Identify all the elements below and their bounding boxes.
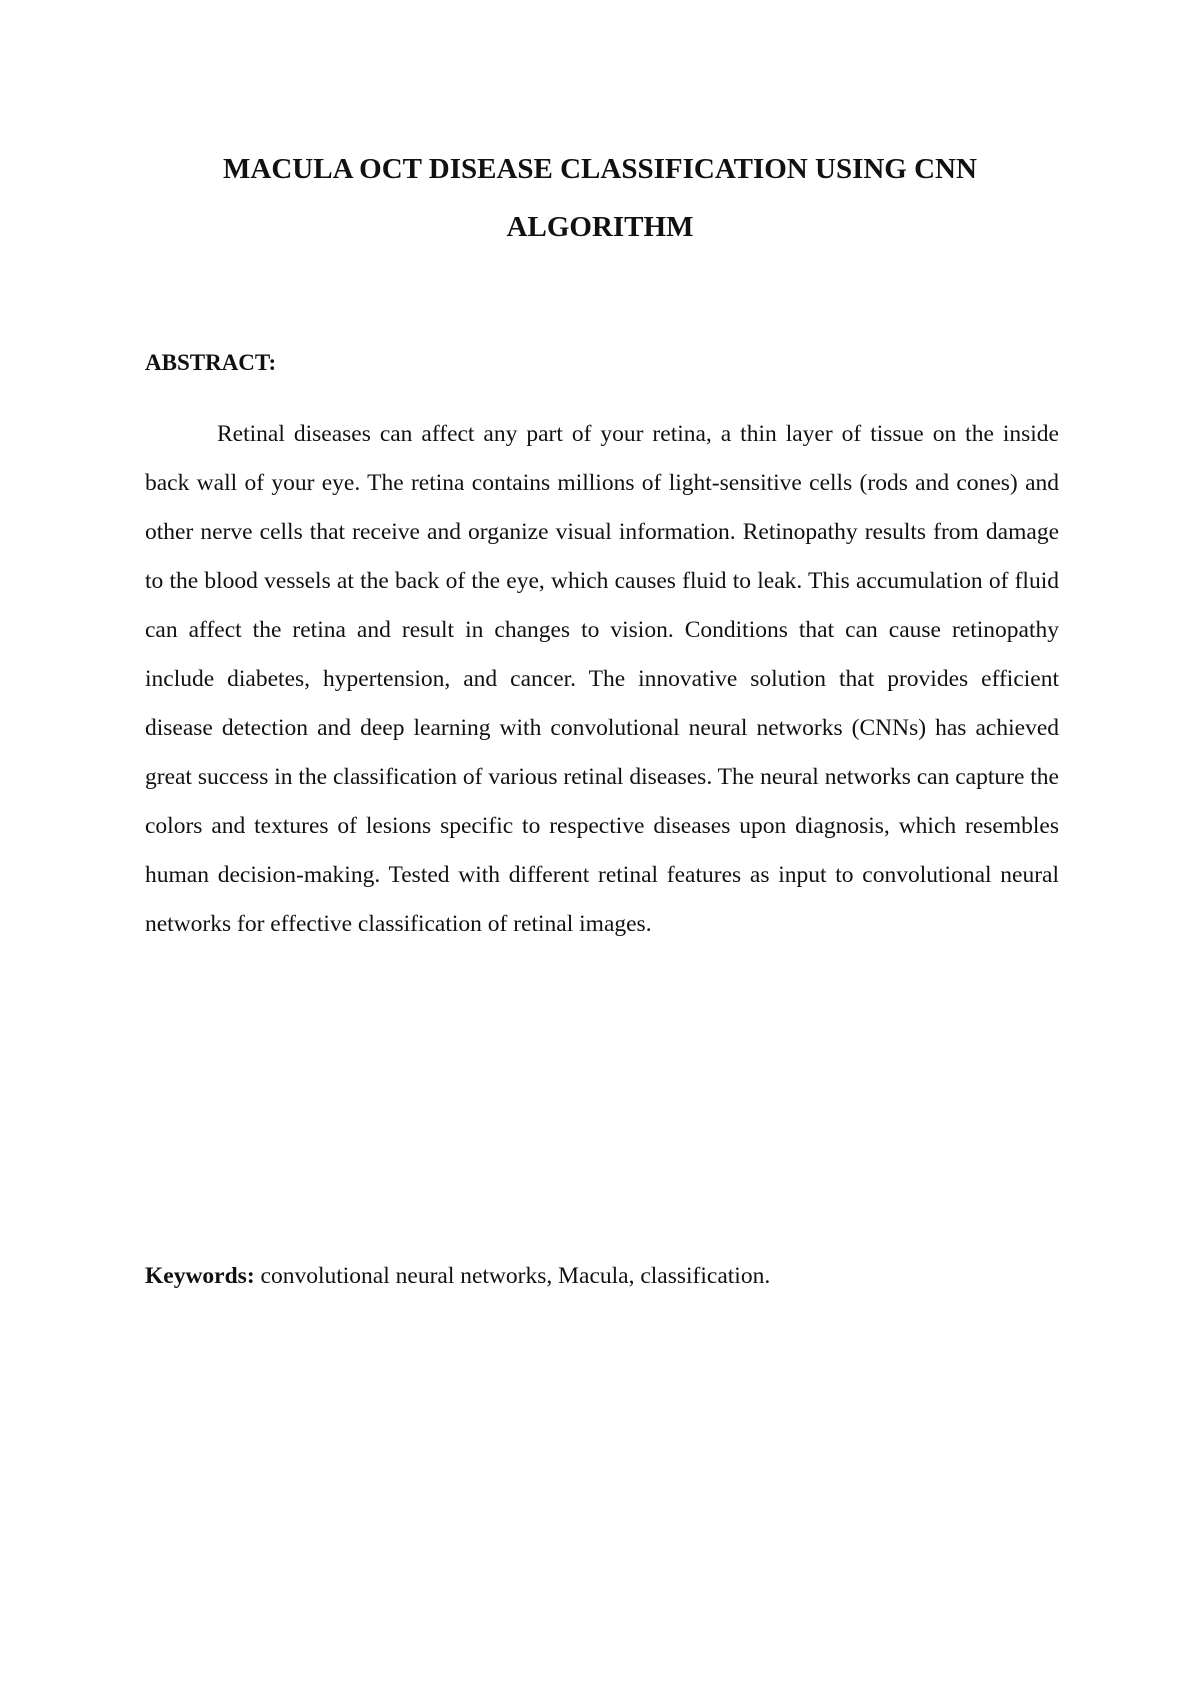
- keywords-label: Keywords:: [145, 1263, 255, 1289]
- abstract-paragraph: Retinal diseases can affect any part of your retina, a thin layer of tissue on the inside back wall of your eye. The retina contains millions of light-sensitive cells (rods and cones) and other nerve cells that receive and organize visual information. Retinopathy results from damage to the blood vessels at the back of the eye, which causes fluid to leak. This accumulation of fluid can affect the retina and result in changes to vision. Conditions that can cause retinopathy include diabetes, hypertension, and cancer. The innovative solution that provides efficient disease detection and deep learning with convolutional neural networks (CNNs) has achieved great success in the classification of various retinal diseases. The neural networks can capture the colors and textures of lesions specific to respective diseases upon diagnosis, which resembles human decision-making. Tested with different retinal features as input to convolutional neural networks for effective classification of retinal images.: [145, 421, 1059, 937]
- keywords-line: [145, 1261, 1059, 1291]
- abstract-heading: ABSTRACT:: [145, 350, 277, 375]
- document-title: MACULA OCT DISEASE CLASSIFICATION USING CNN ALGORITHM: [223, 153, 977, 243]
- keywords-text: convolutional neural networks, Macula, classification.: [260, 1263, 771, 1289]
